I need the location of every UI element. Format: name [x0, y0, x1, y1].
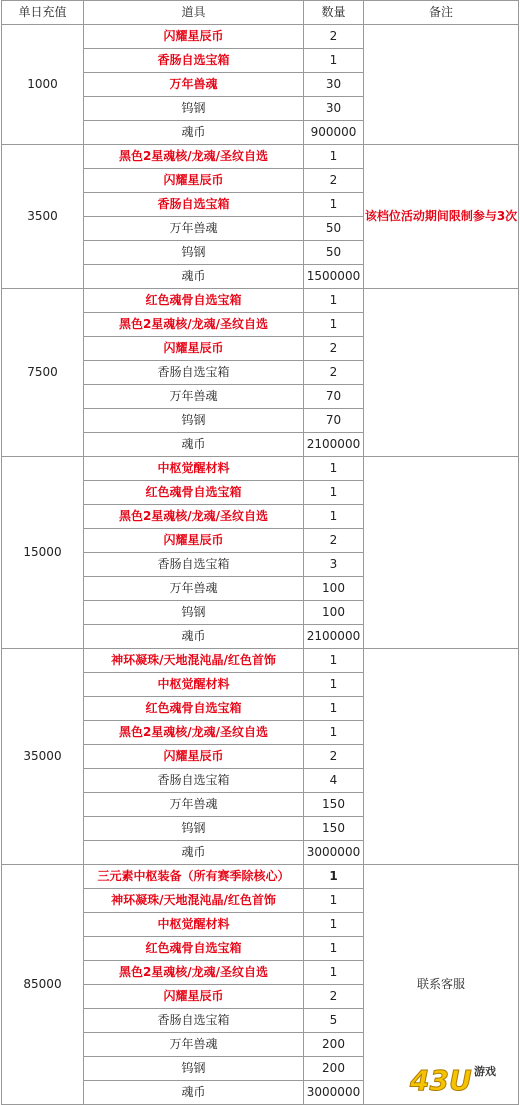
- reward-item-name: 红色魂骨自选宝箱: [84, 481, 304, 505]
- reward-quantity: 1: [304, 193, 364, 217]
- reward-quantity: 2: [304, 361, 364, 385]
- reward-item-name: 香肠自选宝箱: [84, 49, 304, 73]
- reward-quantity: 70: [304, 385, 364, 409]
- reward-quantity: 2: [304, 529, 364, 553]
- reward-item-name: 中枢觉醒材料: [84, 913, 304, 937]
- reward-item-name: 万年兽魂: [84, 73, 304, 97]
- reward-quantity: 1: [304, 49, 364, 73]
- reward-quantity: 200: [304, 1057, 364, 1081]
- table-body: [2, 25, 519, 1105]
- reward-quantity: 3: [304, 553, 364, 577]
- reward-item-name: 闪耀星辰币: [84, 337, 304, 361]
- reward-item-name: 闪耀星辰币: [84, 25, 304, 49]
- recharge-reward-table: [1, 0, 519, 1105]
- reward-quantity: 50: [304, 217, 364, 241]
- reward-item-name: 中枢觉醒材料: [84, 673, 304, 697]
- reward-quantity: 2: [304, 745, 364, 769]
- reward-quantity: 1: [304, 889, 364, 913]
- reward-quantity: 30: [304, 97, 364, 121]
- reward-item-name: 魂币: [84, 433, 304, 457]
- reward-item-name: 神环凝珠/天地混沌晶/红色首饰: [84, 649, 304, 673]
- reward-item-name: 黑色2星魂核/龙魂/圣纹自选: [84, 505, 304, 529]
- reward-quantity: 2100000: [304, 433, 364, 457]
- reward-item-name: 红色魂骨自选宝箱: [84, 697, 304, 721]
- reward-quantity: 70: [304, 409, 364, 433]
- reward-quantity: 50: [304, 241, 364, 265]
- tier-note: 该档位活动期间限制参与3次: [364, 145, 519, 289]
- reward-item-name: 魂币: [84, 265, 304, 289]
- reward-item-name: 神环凝珠/天地混沌晶/红色首饰: [84, 889, 304, 913]
- recharge-amount: 85000: [2, 865, 84, 1105]
- reward-item-name: 中枢觉醒材料: [84, 457, 304, 481]
- reward-quantity: 1: [304, 697, 364, 721]
- recharge-amount: 1000: [2, 25, 84, 145]
- recharge-amount: 3500: [2, 145, 84, 289]
- watermark-tag: 游戏: [474, 1065, 496, 1078]
- reward-item-name: 黑色2星魂核/龙魂/圣纹自选: [84, 313, 304, 337]
- header-recharge: 单日充值: [2, 1, 84, 25]
- reward-quantity: 150: [304, 793, 364, 817]
- tier-note: 联系客服: [364, 865, 519, 1105]
- reward-quantity: 2: [304, 337, 364, 361]
- header-row: [2, 1, 519, 25]
- reward-quantity: 3000000: [304, 841, 364, 865]
- reward-item-name: 万年兽魂: [84, 577, 304, 601]
- reward-quantity: 1: [304, 673, 364, 697]
- reward-item-name: 红色魂骨自选宝箱: [84, 937, 304, 961]
- reward-item-name: 香肠自选宝箱: [84, 361, 304, 385]
- reward-item-name: 闪耀星辰币: [84, 985, 304, 1009]
- reward-quantity: 150: [304, 817, 364, 841]
- table-row: [2, 289, 519, 313]
- reward-quantity: 900000: [304, 121, 364, 145]
- reward-quantity: 2: [304, 985, 364, 1009]
- reward-item-name: 魂币: [84, 625, 304, 649]
- reward-quantity: 3000000: [304, 1081, 364, 1105]
- reward-quantity: 1: [304, 649, 364, 673]
- reward-item-name: 万年兽魂: [84, 385, 304, 409]
- header-quantity: 数量: [304, 1, 364, 25]
- reward-quantity: 30: [304, 73, 364, 97]
- header-note: 备注: [364, 1, 519, 25]
- reward-quantity: 1: [304, 505, 364, 529]
- reward-item-name: 钨钢: [84, 409, 304, 433]
- reward-item-name: 香肠自选宝箱: [84, 769, 304, 793]
- reward-item-name: 香肠自选宝箱: [84, 553, 304, 577]
- recharge-amount: 35000: [2, 649, 84, 865]
- reward-quantity: 4: [304, 769, 364, 793]
- table-row: [2, 649, 519, 673]
- reward-quantity: 100: [304, 601, 364, 625]
- reward-quantity: 2100000: [304, 625, 364, 649]
- header-item: 道具: [84, 1, 304, 25]
- reward-item-name: 黑色2星魂核/龙魂/圣纹自选: [84, 961, 304, 985]
- reward-item-name: 魂币: [84, 1081, 304, 1105]
- watermark-logo: [408, 1061, 512, 1095]
- reward-quantity: 2: [304, 169, 364, 193]
- tier-note: [364, 289, 519, 457]
- reward-quantity: 1: [304, 481, 364, 505]
- reward-quantity: 100: [304, 577, 364, 601]
- table-row: [2, 145, 519, 169]
- reward-quantity: 1: [304, 865, 364, 889]
- reward-item-name: 钨钢: [84, 97, 304, 121]
- reward-quantity: 1: [304, 145, 364, 169]
- reward-quantity: 1: [304, 937, 364, 961]
- reward-item-name: 香肠自选宝箱: [84, 193, 304, 217]
- reward-item-name: 红色魂骨自选宝箱: [84, 289, 304, 313]
- reward-quantity: 1: [304, 913, 364, 937]
- reward-quantity: 1500000: [304, 265, 364, 289]
- reward-quantity: 200: [304, 1033, 364, 1057]
- recharge-amount: 7500: [2, 289, 84, 457]
- reward-quantity: 1: [304, 457, 364, 481]
- reward-quantity: 1: [304, 313, 364, 337]
- reward-item-name: 闪耀星辰币: [84, 529, 304, 553]
- reward-item-name: 万年兽魂: [84, 1033, 304, 1057]
- recharge-amount: 15000: [2, 457, 84, 649]
- tier-note: [364, 25, 519, 145]
- reward-item-name: 钨钢: [84, 1057, 304, 1081]
- reward-item-name: 魂币: [84, 121, 304, 145]
- tier-note: [364, 457, 519, 649]
- reward-item-name: 万年兽魂: [84, 217, 304, 241]
- reward-quantity: 5: [304, 1009, 364, 1033]
- reward-item-name: 黑色2星魂核/龙魂/圣纹自选: [84, 145, 304, 169]
- reward-item-name: 万年兽魂: [84, 793, 304, 817]
- reward-item-name: 魂币: [84, 841, 304, 865]
- watermark-brand: 43U: [410, 1064, 472, 1095]
- reward-item-name: 钨钢: [84, 241, 304, 265]
- reward-item-name: 香肠自选宝箱: [84, 1009, 304, 1033]
- reward-item-name: 闪耀星辰币: [84, 745, 304, 769]
- reward-quantity: 2: [304, 25, 364, 49]
- table-row: [2, 457, 519, 481]
- reward-item-name: 三元素中枢装备（所有赛季除核心）: [84, 865, 304, 889]
- table-row: [2, 25, 519, 49]
- reward-item-name: 黑色2星魂核/龙魂/圣纹自选: [84, 721, 304, 745]
- tier-note: [364, 649, 519, 865]
- table-row: [2, 865, 519, 889]
- reward-quantity: 1: [304, 721, 364, 745]
- reward-item-name: 闪耀星辰币: [84, 169, 304, 193]
- reward-quantity: 1: [304, 961, 364, 985]
- reward-item-name: 钨钢: [84, 601, 304, 625]
- reward-quantity: 1: [304, 289, 364, 313]
- reward-item-name: 钨钢: [84, 817, 304, 841]
